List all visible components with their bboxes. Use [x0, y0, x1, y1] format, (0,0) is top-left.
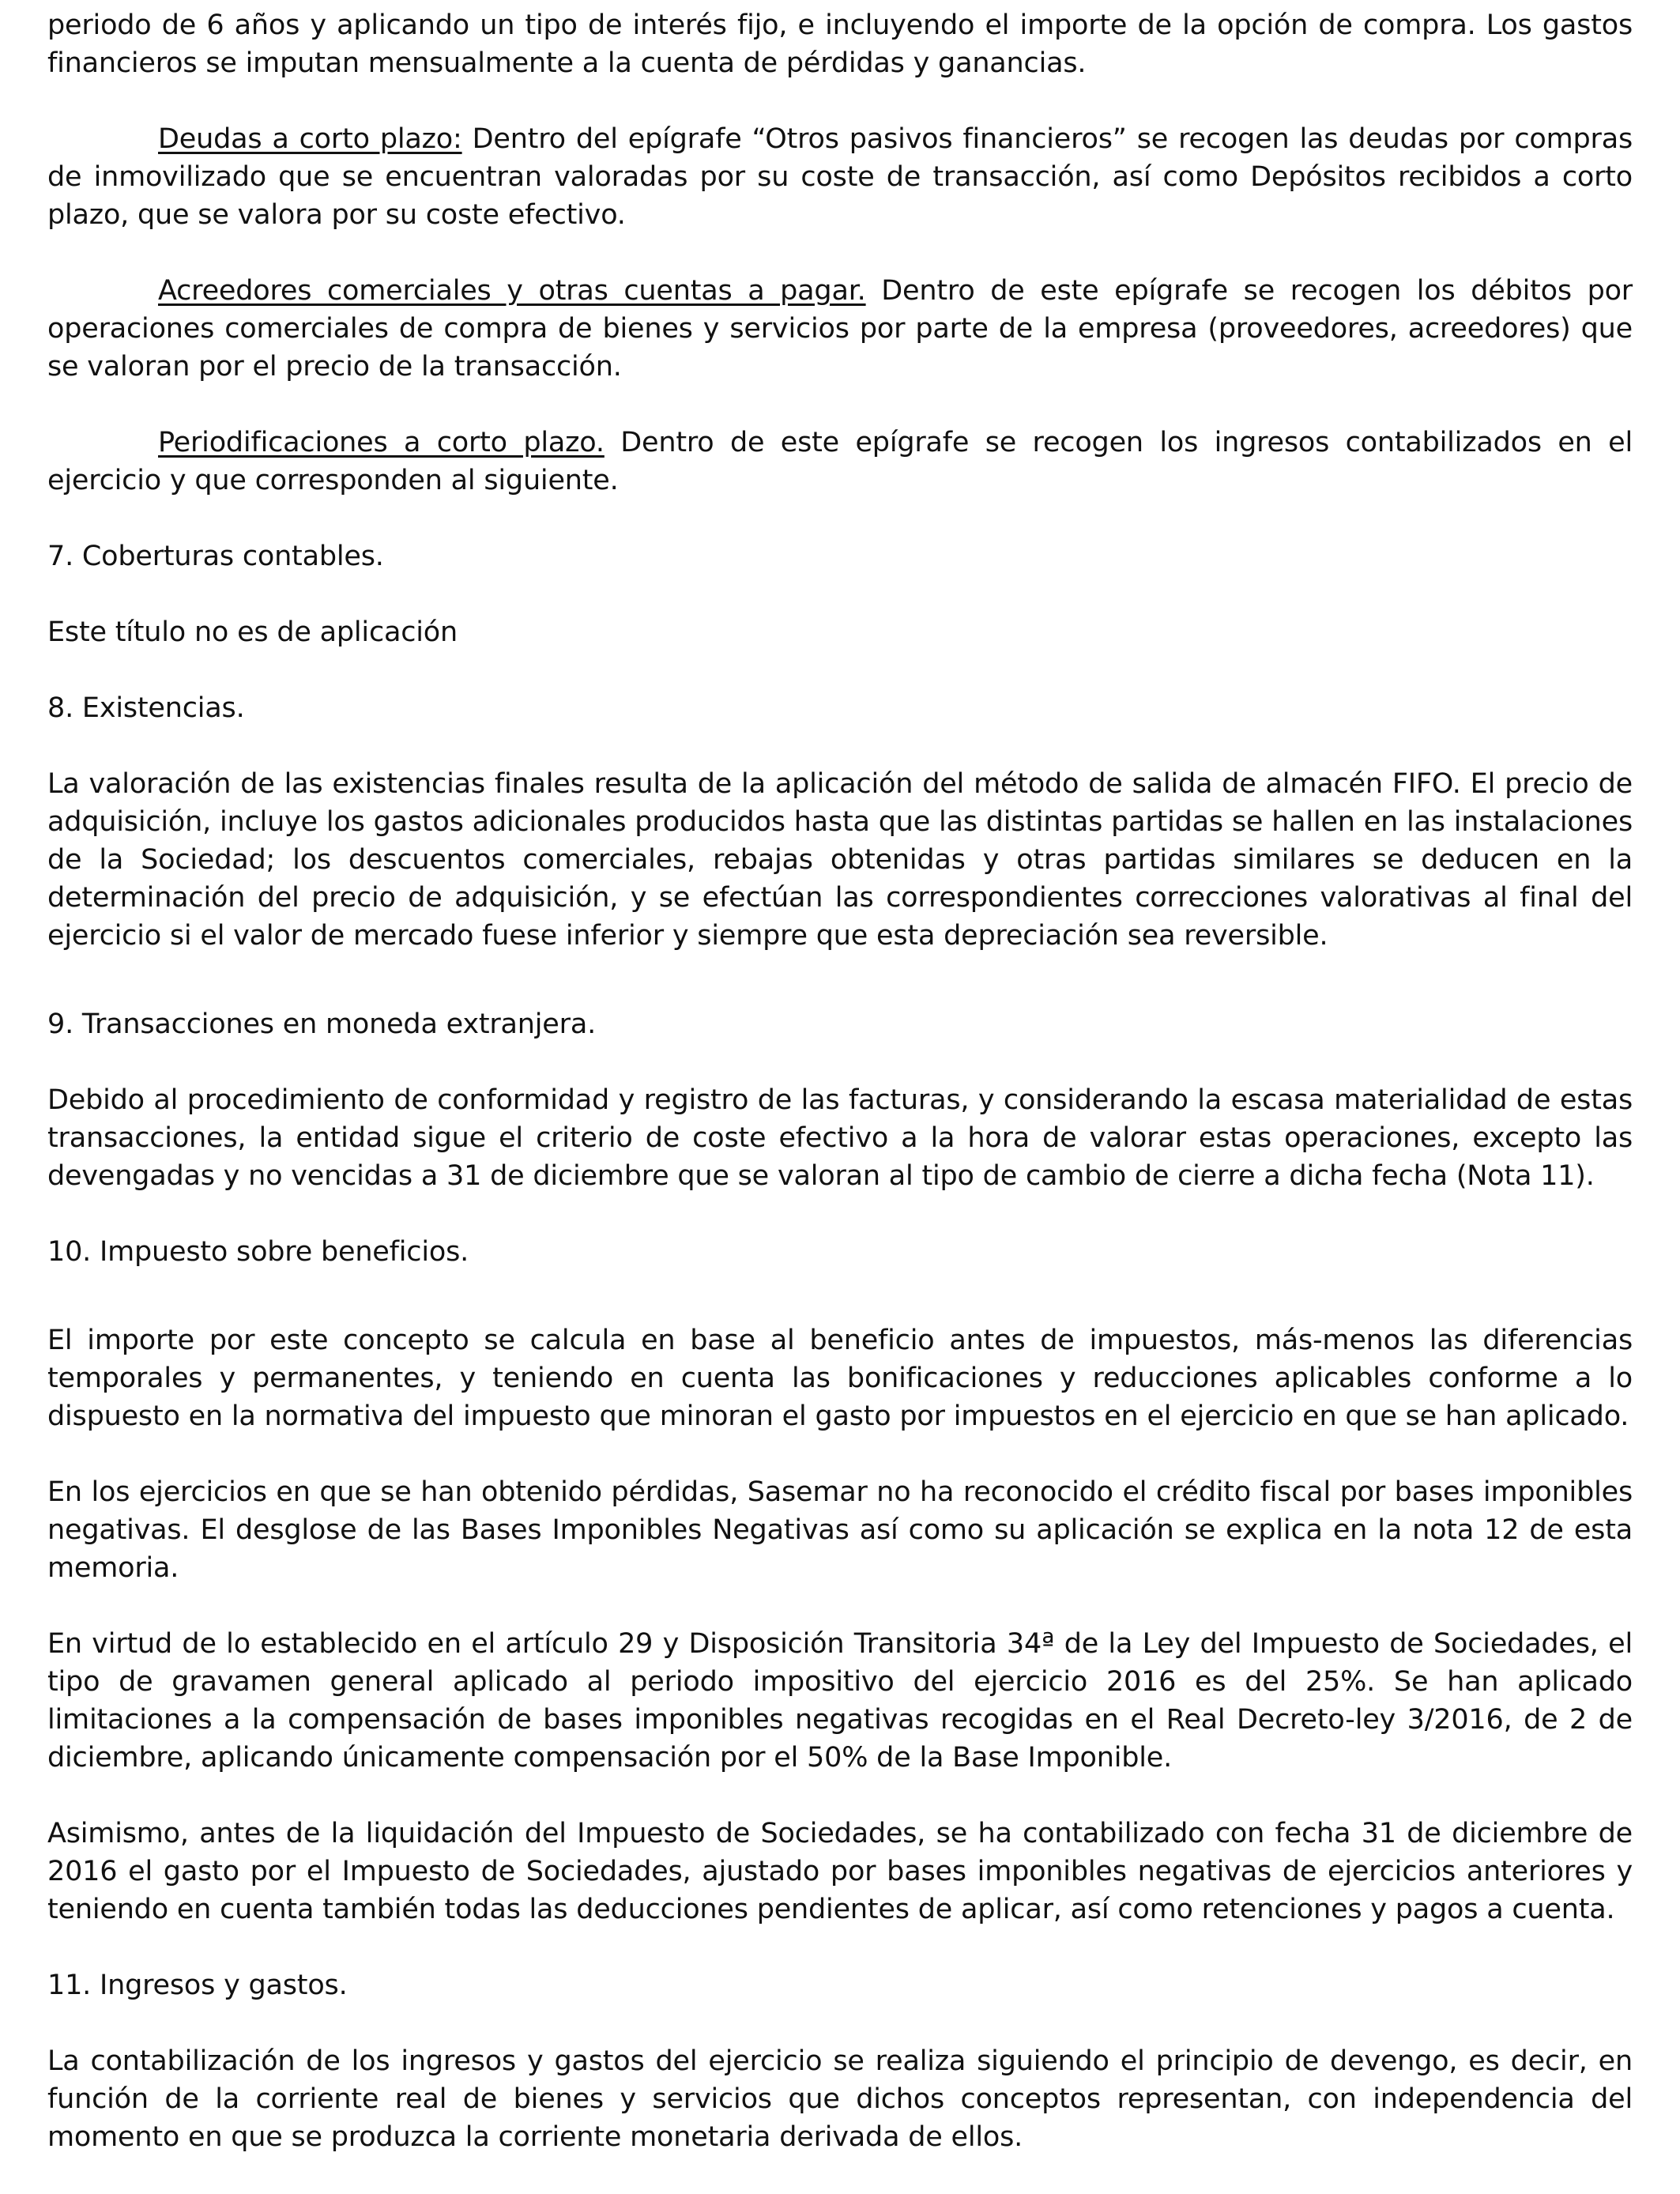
- heading-10: 10. Impuesto sobre beneficios.: [47, 1236, 469, 1268]
- paragraph-9: Debido al procedimiento de conformidad y registro de las facturas, y considerando la escasa materialidad de estas transacciones, la entidad sigue el criterio de coste efectivo a la hora de valorar estas operaciones, excepto las devengadas y no vencidas a 31 de diciembre que se valoran al tipo de cambio de cierre a dicha fecha (Nota 11).: [47, 1084, 1633, 1192]
- paragraph-periodificaciones: [47, 424, 1633, 499]
- heading-8: 8. Existencias.: [47, 692, 245, 724]
- paragraph-acreedores-text: Dentro de este epígrafe se recogen los débitos por operaciones comerciales de compra de bienes y servicios por parte de la empresa (proveedores, acreedores) que se valoran por el precio de la transacción.: [47, 275, 1633, 383]
- paragraph-7: Este título no es de aplicación: [47, 616, 458, 648]
- document-page: [47, 6, 1633, 2156]
- heading-11: 11. Ingresos y gastos.: [47, 1970, 348, 2001]
- paragraph-deudas-text: Dentro del epígrafe “Otros pasivos financieros” se recogen las deudas por compras de inmovilizado que se encuentran valoradas por su coste de transacción, así como Depósitos recibidos a corto plazo, que se valora por su coste efectivo.: [47, 123, 1633, 231]
- paragraph-leasing-continuation: periodo de 6 años y aplicando un tipo de interés fijo, e incluyendo el importe de la opción de compra. Los gastos financieros se imputan mensualmente a la cuenta de pérdidas y ganancias.: [47, 9, 1633, 79]
- term-acreedores: Acreedores comerciales y otras cuentas a pagar.: [158, 275, 866, 307]
- paragraph-8: La valoración de las existencias finales resulta de la aplicación del método de salida de almacén FIFO. El precio de adquisición, incluye los gastos adicionales producidos hasta que las distintas partidas se hallen en las instalaciones de la Sociedad; los descuentos comerciales, rebajas obtenidas y otras partidas similares se deducen en la determinación del precio de adquisición, y se efectúan las correspondientes correcciones valorativas al final del ejercicio si el valor de mercado fuese inferior y siempre que esta depreciación sea reversible.: [47, 768, 1633, 952]
- paragraph-10d: Asimismo, antes de la liquidación del Impuesto de Sociedades, se ha contabilizado con fecha 31 de diciembre de 2016 el gasto por el Impuesto de Sociedades, ajustado por bases imponibles negativas de ejercicios anteriores y teniendo en cuenta también todas las deducciones pendientes de aplicar, así como retenciones y pagos a cuenta.: [47, 1818, 1633, 1925]
- heading-7: 7. Coberturas contables.: [47, 541, 384, 572]
- term-deudas-corto-plazo: Deudas a corto plazo:: [158, 123, 462, 155]
- paragraph-10b: En los ejercicios en que se han obtenido pérdidas, Sasemar no ha reconocido el crédito fiscal por bases imponibles negativas. El desglose de las Bases Imponibles Negativas así como su aplicación se explica en la nota 12 de esta memoria.: [47, 1476, 1633, 1584]
- paragraph-11: La contabilización de los ingresos y gastos del ejercicio se realiza siguiendo el principio de devengo, es decir, en función de la corriente real de bienes y servicios que dichos conceptos representan, con independencia del momento en que se produzca la corriente monetaria derivada de ellos.: [47, 2045, 1633, 2153]
- paragraph-10a: El importe por este concepto se calcula en base al beneficio antes de impuestos, más-menos las diferencias temporales y permanentes, y teniendo en cuenta las bonificaciones y reducciones aplicables conforme a lo dispuesto en la normativa del impuesto que minoran el gasto por impuestos en el ejercicio en que se han aplicado.: [47, 1325, 1633, 1432]
- paragraph-acreedores: [47, 272, 1633, 386]
- term-periodificaciones: Periodificaciones a corto plazo.: [158, 427, 605, 458]
- heading-9: 9. Transacciones en moneda extranjera.: [47, 1008, 597, 1040]
- paragraph-periodificaciones-text: Dentro de este epígrafe se recogen los ingresos contabilizados en el ejercicio y que corresponden al siguiente.: [47, 427, 1633, 496]
- paragraph-deudas-corto-plazo: [47, 120, 1633, 234]
- paragraph-10c: En virtud de lo establecido en el artículo 29 y Disposición Transitoria 34ª de la Ley del Impuesto de Sociedades, el tipo de gravamen general aplicado al periodo impositivo del ejercicio 2016 es del 25%. Se han aplicado limitaciones a la compensación de bases imponibles negativas recogidas en el Real Decreto-ley 3/2016, de 2 de diciembre, aplicando únicamente compensación por el 50% de la Base Imponible.: [47, 1628, 1633, 1774]
